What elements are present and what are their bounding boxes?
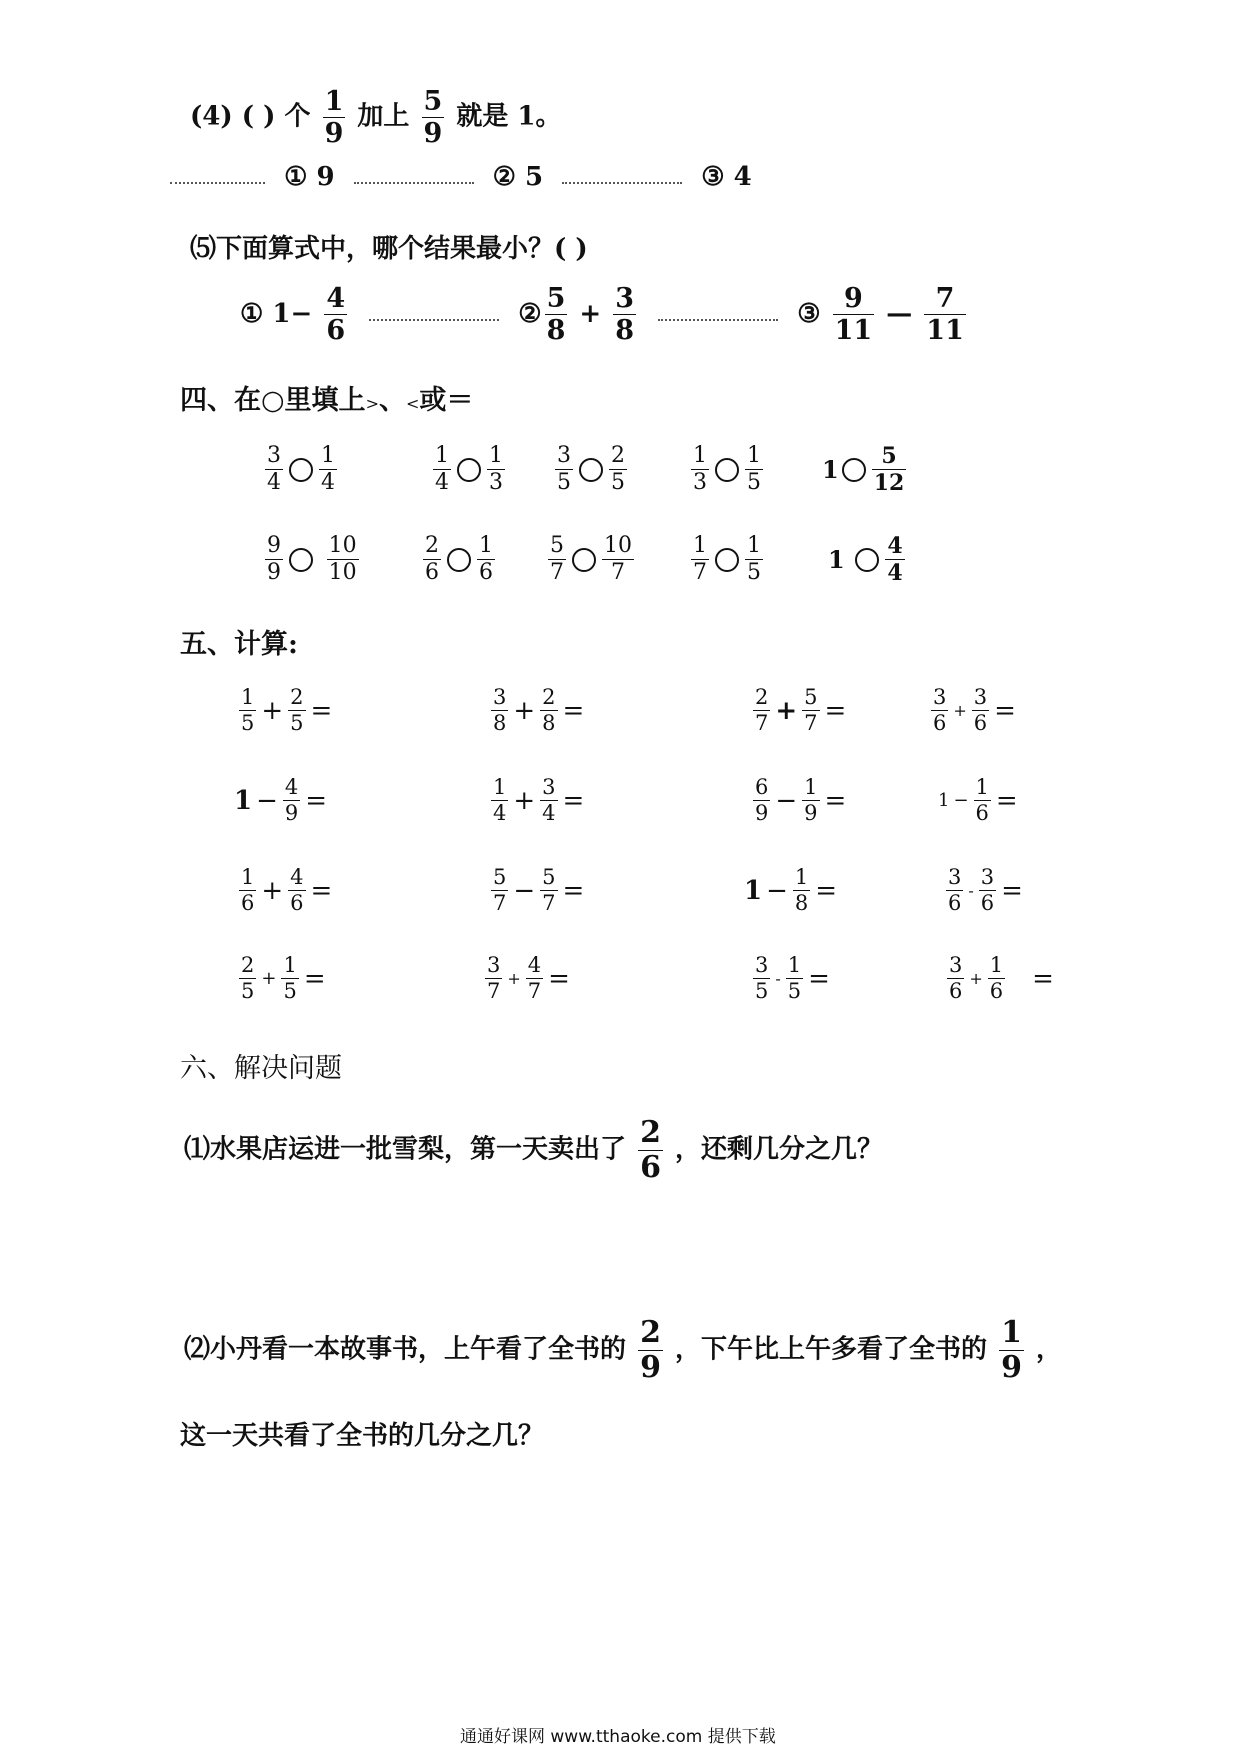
calc-item: $\frac{1}{6}$ + $\frac{4}{6}$ = <box>241 865 333 915</box>
answer-blank: ( ) <box>241 101 276 132</box>
compare-item: 1 $\frac{4}{4}$ <box>828 533 903 586</box>
question-5-options <box>240 285 969 344</box>
calc-item: $\frac{1}{4}$ + $\frac{3}{4}$ = <box>493 775 585 825</box>
option-2: ② 5 <box>492 162 544 192</box>
section-6-title: 六、解决问题 <box>180 1053 342 1084</box>
compare-circle[interactable] <box>447 548 471 572</box>
calc-item: $\frac{3}{5}$ - $\frac{1}{5}$ = <box>755 953 830 1003</box>
footer-text: 通通好课网 www.tthaoke.com 提供下载 <box>460 1727 776 1747</box>
calc-item: $\frac{2}{7}$ + $\frac{5}{7}$ = <box>755 685 847 735</box>
calc-item: $\frac{2}{5}$ + $\frac{1}{5}$ = <box>241 953 326 1003</box>
dotted-leader <box>354 172 474 184</box>
question-4-ge: 个 <box>284 101 311 132</box>
calc-item: $\frac{3}{6}$ - $\frac{3}{6}$ = <box>948 865 1023 915</box>
question-4-tail: 就是 1。 <box>456 101 562 132</box>
section-4-title: 四、在○里填上>、<或＝ <box>180 385 474 416</box>
calc-item: 1 − $\frac{1}{6}$ = <box>938 775 1018 825</box>
calc-item: $\frac{3}{7}$ + $\frac{4}{7}$ = <box>487 953 570 1003</box>
option-3: ③ $\frac{9}{11}$ — $\frac{7}{11}$ <box>797 283 964 346</box>
compare-item: $\frac{3}{5}$ $\frac{2}{5}$ <box>557 443 625 495</box>
compare-circle[interactable] <box>457 458 481 482</box>
question-4-label: (4) <box>190 101 233 132</box>
section-5-title: 五、计算: <box>180 629 298 660</box>
compare-circle[interactable] <box>289 458 313 482</box>
compare-circle[interactable] <box>842 458 866 482</box>
compare-circle[interactable] <box>572 548 596 572</box>
compare-item: $\frac{3}{4}$ $\frac{1}{4}$ <box>267 443 335 495</box>
compare-item: 1 $\frac{5}{12}$ <box>822 443 905 496</box>
compare-item: $\frac{2}{6}$ $\frac{1}{6}$ <box>425 533 493 585</box>
fraction: $\frac{5}{9}$ <box>423 86 443 149</box>
compare-circle[interactable] <box>715 548 739 572</box>
compare-circle[interactable] <box>715 458 739 482</box>
option-1: ① 9 <box>284 162 335 192</box>
question-4-jiashang: 加上 <box>357 101 410 132</box>
fraction: $\frac{1}{9}$ <box>324 86 344 149</box>
calc-item: $\frac{6}{9}$ − $\frac{1}{9}$ = <box>755 775 847 825</box>
compare-circle[interactable] <box>579 458 603 482</box>
option-1: ① 1− $\frac{4}{6}$ <box>240 283 346 346</box>
calc-item: $\frac{3}{6}$ + $\frac{1}{6}$ = <box>949 953 1054 1003</box>
question-5-text: ⑸下面算式中，哪个结果最小？( ) <box>190 234 588 264</box>
calc-item: $\frac{5}{7}$ − $\frac{5}{7}$ = <box>493 865 585 915</box>
dotted-leader <box>562 172 682 184</box>
calc-item: 1 − $\frac{1}{8}$ = <box>744 865 838 915</box>
dotted-leader <box>369 309 499 321</box>
compare-item: $\frac{9}{9}$ $\frac{10}{10}$ <box>267 533 357 585</box>
compare-circle[interactable] <box>855 548 879 572</box>
question-4-options <box>160 162 752 192</box>
calc-item: 1 − $\frac{4}{9}$ = <box>234 775 328 825</box>
question-4 <box>190 88 562 147</box>
compare-item: $\frac{5}{7}$ $\frac{10}{7}$ <box>550 533 632 585</box>
calc-item: $\frac{3}{6}$ + $\frac{3}{6}$ = <box>933 685 1016 735</box>
dotted-leader <box>170 172 265 184</box>
compare-item: $\frac{1}{7}$ $\frac{1}{5}$ <box>693 533 761 585</box>
problem-1: ⑴水果店运进一批雪梨，第一天卖出了 $\frac{2}{6}$ ，还剩几分之几？ <box>184 1115 884 1185</box>
compare-circle[interactable] <box>289 548 313 572</box>
question-5 <box>190 228 588 265</box>
option-2: ② $\frac{5}{8}$ + $\frac{3}{8}$ <box>518 283 635 346</box>
compare-item: $\frac{1}{4}$ $\frac{1}{3}$ <box>435 443 503 495</box>
option-3: ③ 4 <box>701 162 752 192</box>
calc-item: $\frac{1}{5}$ + $\frac{2}{5}$ = <box>241 685 333 735</box>
compare-item: $\frac{1}{3}$ $\frac{1}{5}$ <box>693 443 761 495</box>
problem-2-line-2: 这一天共看了全书的几分之几？ <box>180 1421 545 1451</box>
dotted-leader <box>658 309 778 321</box>
problem-2: ⑵小丹看一本故事书，上午看了全书的 $\frac{2}{9}$ ，下午比上午多看了全书的 $\frac{1}{9}$ ， <box>184 1315 1063 1385</box>
calc-item: $\frac{3}{8}$ + $\frac{2}{8}$ = <box>493 685 585 735</box>
